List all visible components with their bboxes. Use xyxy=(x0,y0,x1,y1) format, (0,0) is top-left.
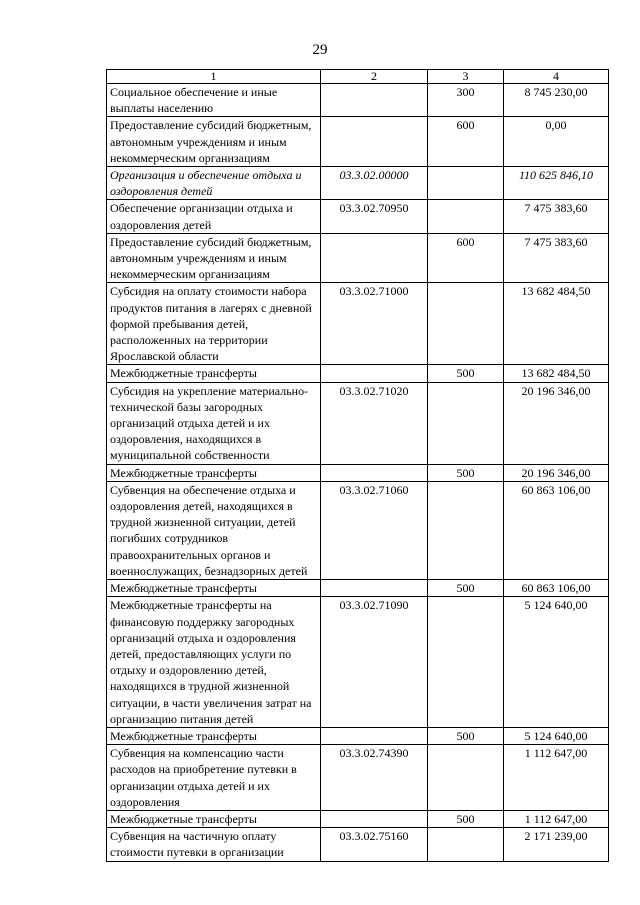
row-expense-type-cell xyxy=(428,597,504,728)
row-amount-cell: 1 112 647,00 xyxy=(504,810,609,827)
row-name-cell: Субвенция на компенсацию части расходов на приобретение путевки в организации отдыха детей и их оздоровления xyxy=(107,745,321,811)
table-row xyxy=(107,200,609,233)
row-code-cell: 03.3.02.71000 xyxy=(321,283,428,365)
row-amount-cell: 60 863 106,00 xyxy=(504,580,609,597)
row-name-cell: Межбюджетные трансферты xyxy=(107,365,321,382)
row-expense-type-cell: 300 xyxy=(428,84,504,117)
row-code-cell xyxy=(321,727,428,744)
row-expense-type-cell: 500 xyxy=(428,727,504,744)
row-code-cell xyxy=(321,84,428,117)
row-expense-type-cell xyxy=(428,481,504,579)
row-expense-type-cell: 600 xyxy=(428,117,504,167)
table-row xyxy=(107,481,609,579)
row-amount-cell: 13 682 484,50 xyxy=(504,365,609,382)
table-row xyxy=(107,580,609,597)
row-code-cell: 03.3.02.71090 xyxy=(321,597,428,728)
row-expense-type-cell xyxy=(428,382,504,464)
table-row xyxy=(107,464,609,481)
row-code-cell: 03.3.02.74390 xyxy=(321,745,428,811)
row-code-cell xyxy=(321,810,428,827)
row-code-cell: 03.3.02.71020 xyxy=(321,382,428,464)
table-row xyxy=(107,727,609,744)
row-code-cell xyxy=(321,580,428,597)
table-body xyxy=(107,84,609,862)
row-amount-cell: 5 124 640,00 xyxy=(504,597,609,728)
row-amount-cell: 7 475 383,60 xyxy=(504,200,609,233)
row-name-cell: Обеспечение организации отдыха и оздоровления детей xyxy=(107,200,321,233)
row-code-cell xyxy=(321,365,428,382)
column-header-2: 2 xyxy=(321,70,428,84)
row-name-cell: Организация и обеспечение отдыха и оздоровления детей xyxy=(107,167,321,200)
row-expense-type-cell: 600 xyxy=(428,233,504,283)
row-expense-type-cell xyxy=(428,745,504,811)
column-header-4: 4 xyxy=(504,70,609,84)
row-name-cell: Предоставление субсидий бюджетным, автономным учреждениям и иным некоммерческим организациям xyxy=(107,117,321,167)
row-amount-cell: 5 124 640,00 xyxy=(504,727,609,744)
row-name-cell: Межбюджетные трансферты xyxy=(107,464,321,481)
row-name-cell: Социальное обеспечение и иные выплаты населению xyxy=(107,84,321,117)
row-code-cell xyxy=(321,117,428,167)
row-name-cell: Субсидия на оплату стоимости набора продуктов питания в лагерях с дневной формой пребывания детей, расположенных на территории Ярославской области xyxy=(107,283,321,365)
row-name-cell: Субсидия на укрепление материально-технической базы загородных организаций отдыха детей и их оздоровления, находящихся в муниципальной собственности xyxy=(107,382,321,464)
row-code-cell: 03.3.02.75160 xyxy=(321,828,428,861)
row-amount-cell: 20 196 346,00 xyxy=(504,382,609,464)
budget-table xyxy=(106,69,609,862)
table-row xyxy=(107,828,609,861)
table-header-row xyxy=(107,70,609,84)
row-amount-cell: 20 196 346,00 xyxy=(504,464,609,481)
row-expense-type-cell: 500 xyxy=(428,365,504,382)
row-name-cell: Межбюджетные трансферты на финансовую поддержку загородных организаций отдыха и оздоровления детей, предоставляющих услуги по отдыху и оздоровлению детей, находящихся в трудной жизненной ситуации, в части увеличения затрат на организацию питания детей xyxy=(107,597,321,728)
row-code-cell xyxy=(321,464,428,481)
row-expense-type-cell xyxy=(428,828,504,861)
column-header-1: 1 xyxy=(107,70,321,84)
column-header-3: 3 xyxy=(428,70,504,84)
table-row xyxy=(107,745,609,811)
row-expense-type-cell: 500 xyxy=(428,580,504,597)
row-name-cell: Межбюджетные трансферты xyxy=(107,580,321,597)
row-code-cell: 03.3.02.70950 xyxy=(321,200,428,233)
row-amount-cell: 8 745 230,00 xyxy=(504,84,609,117)
row-name-cell: Предоставление субсидий бюджетным, автономным учреждениям и иным некоммерческим организациям xyxy=(107,233,321,283)
table-row xyxy=(107,382,609,464)
table-row xyxy=(107,283,609,365)
row-name-cell: Субвенция на частичную оплату стоимости путевки в организации xyxy=(107,828,321,861)
row-expense-type-cell: 500 xyxy=(428,464,504,481)
row-expense-type-cell xyxy=(428,283,504,365)
table-row xyxy=(107,597,609,728)
row-code-cell xyxy=(321,233,428,283)
row-name-cell: Межбюджетные трансферты xyxy=(107,727,321,744)
row-name-cell: Межбюджетные трансферты xyxy=(107,810,321,827)
row-amount-cell: 7 475 383,60 xyxy=(504,233,609,283)
page-number: 29 xyxy=(312,42,328,58)
row-expense-type-cell: 500 xyxy=(428,810,504,827)
row-expense-type-cell xyxy=(428,200,504,233)
table-row xyxy=(107,365,609,382)
row-code-cell: 03.3.02.71060 xyxy=(321,481,428,579)
table-row xyxy=(107,810,609,827)
row-amount-cell: 2 171 239,00 xyxy=(504,828,609,861)
row-amount-cell: 13 682 484,50 xyxy=(504,283,609,365)
table-row xyxy=(107,117,609,167)
table-row xyxy=(107,233,609,283)
table-row xyxy=(107,167,609,200)
row-amount-cell: 0,00 xyxy=(504,117,609,167)
table-row xyxy=(107,84,609,117)
row-amount-cell: 110 625 846,10 xyxy=(504,167,609,200)
row-code-cell: 03.3.02.00000 xyxy=(321,167,428,200)
row-expense-type-cell xyxy=(428,167,504,200)
row-amount-cell: 60 863 106,00 xyxy=(504,481,609,579)
row-name-cell: Субвенция на обеспечение отдыха и оздоровления детей, находящихся в трудной жизненной ситуации, детей погибших сотрудников правоохранительных органов и военнослужащих, безнадзорных детей xyxy=(107,481,321,579)
row-amount-cell: 1 112 647,00 xyxy=(504,745,609,811)
